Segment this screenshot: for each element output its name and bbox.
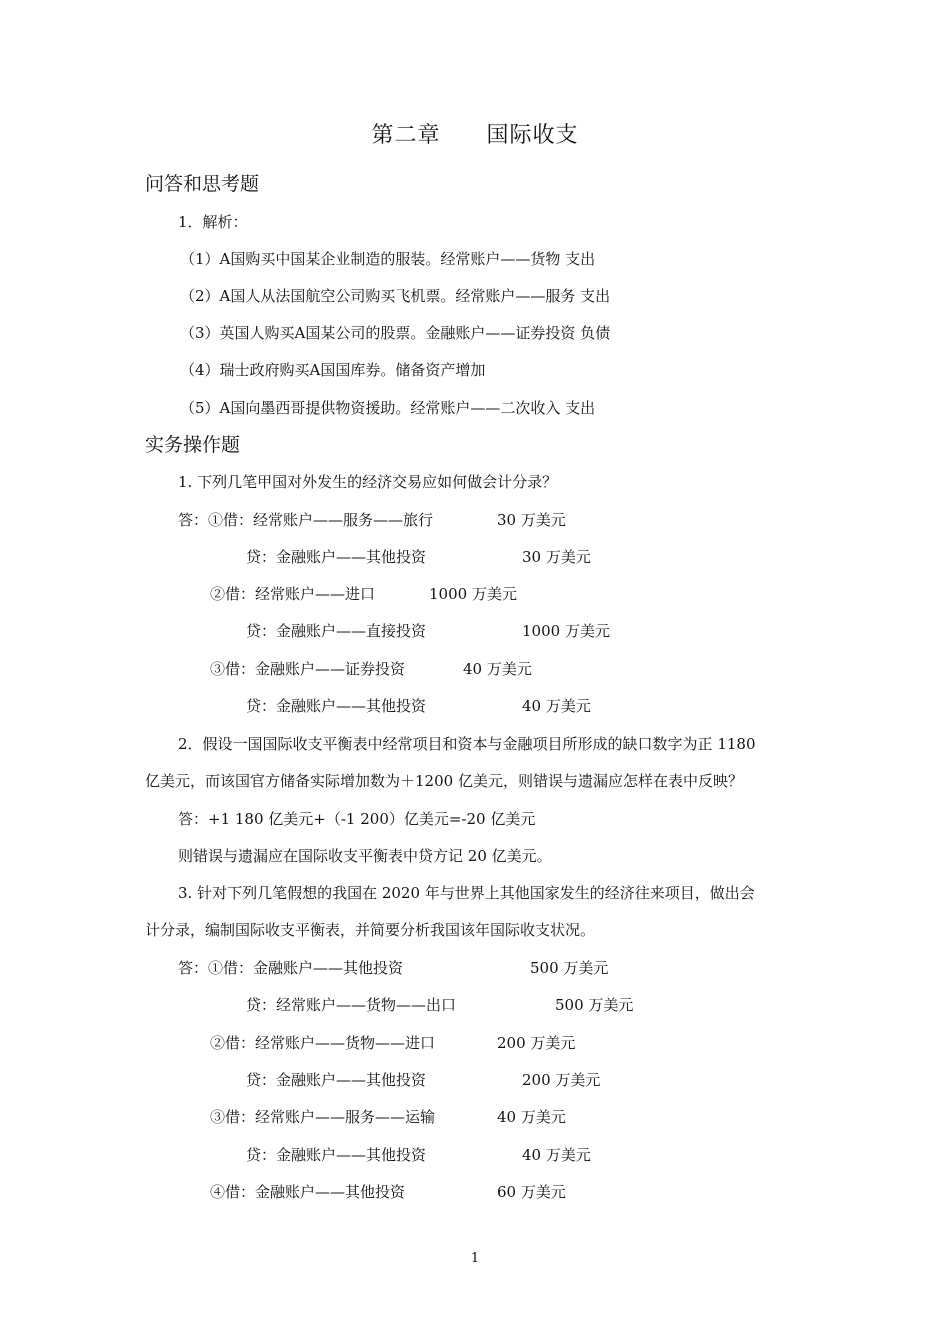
p2-conclusion: 则错误与遗漏应在国际收支平衡表中贷方记 20 亿美元。 (178, 847, 552, 865)
journal-entry: 贷：经常账户——货物——出口 (246, 996, 457, 1014)
journal-entry: 贷：金融账户——其他投资 (246, 1071, 427, 1089)
journal-entry: ③借：金融账户——证券投资 (210, 660, 406, 678)
p2-answer: 答：+1 180 亿美元+（-1 200）亿美元=-20 亿美元 (178, 810, 536, 828)
journal-entry: ④借：金融账户——其他投资 (210, 1183, 406, 1201)
entry-amount: 500 万美元 (530, 959, 609, 977)
p3-text-line: 计分录，编制国际收支平衡表，并简要分析我国该年国际收支状况。 (145, 921, 596, 939)
journal-entry: ②借：经常账户——货物——进口 (210, 1034, 436, 1052)
q1-item: （4）瑞士政府购买A国国库券。储备资产增加 (180, 361, 486, 379)
entry-amount: 40 万美元 (522, 697, 591, 715)
entry-amount: 200 万美元 (497, 1034, 576, 1052)
entry-amount: 500 万美元 (555, 996, 634, 1014)
journal-entry: 贷：金融账户——直接投资 (246, 622, 427, 640)
entry-amount: 60 万美元 (497, 1183, 566, 1201)
q1-item: （5）A国向墨西哥提供物资援助。经常账户——二次收入 支出 (180, 399, 596, 417)
p2-text-line: 亿美元，而该国官方储备实际增加数为＋1200 亿美元，则错误与遗漏应怎样在表中反映？ (145, 772, 743, 790)
journal-entry: ③借：经常账户——服务——运输 (210, 1108, 436, 1126)
journal-entry: 贷：金融账户——其他投资 (246, 697, 427, 715)
p1-question: 1. 下列几笔甲国对外发生的经济交易应如何做会计分录？ (178, 473, 558, 491)
journal-entry: ②借：经常账户——进口 (210, 585, 376, 603)
entry-amount: 200 万美元 (522, 1071, 601, 1089)
journal-entry: 答：①借：金融账户——其他投资 (178, 959, 404, 977)
entry-amount: 30 万美元 (522, 548, 591, 566)
q1-item: （1）A国购买中国某企业制造的服装。经常账户——货物 支出 (180, 250, 596, 268)
journal-entry: 答：①借：经常账户——服务——旅行 (178, 511, 434, 529)
q1-heading: 1．解析： (178, 213, 248, 231)
section-heading-qa: 问答和思考题 (145, 173, 260, 195)
page-number: 1 (470, 1251, 480, 1266)
entry-amount: 1000 万美元 (429, 585, 517, 603)
p3-text-line: 3. 针对下列几笔假想的我国在 2020 年与世界上其他国家发生的经济往来项目，做出会 (178, 884, 755, 902)
p2-text-line: 2．假设一国国际收支平衡表中经常项目和资本与金融项目所形成的缺口数字为正 1180 (178, 735, 756, 753)
q1-item: （3）英国人购买A国某公司的股票。金融账户——证券投资 负债 (180, 324, 611, 342)
section-heading-practice: 实务操作题 (145, 434, 241, 456)
entry-amount: 1000 万美元 (522, 622, 610, 640)
entry-amount: 40 万美元 (463, 660, 532, 678)
entry-amount: 30 万美元 (497, 511, 566, 529)
entry-amount: 40 万美元 (522, 1146, 591, 1164)
journal-entry: 贷：金融账户——其他投资 (246, 1146, 427, 1164)
journal-entry: 贷：金融账户——其他投资 (246, 548, 427, 566)
q1-item: （2）A国人从法国航空公司购买飞机票。经常账户——服务 支出 (180, 287, 611, 305)
chapter-title: 第二章 国际收支 (371, 123, 579, 148)
entry-amount: 40 万美元 (497, 1108, 566, 1126)
